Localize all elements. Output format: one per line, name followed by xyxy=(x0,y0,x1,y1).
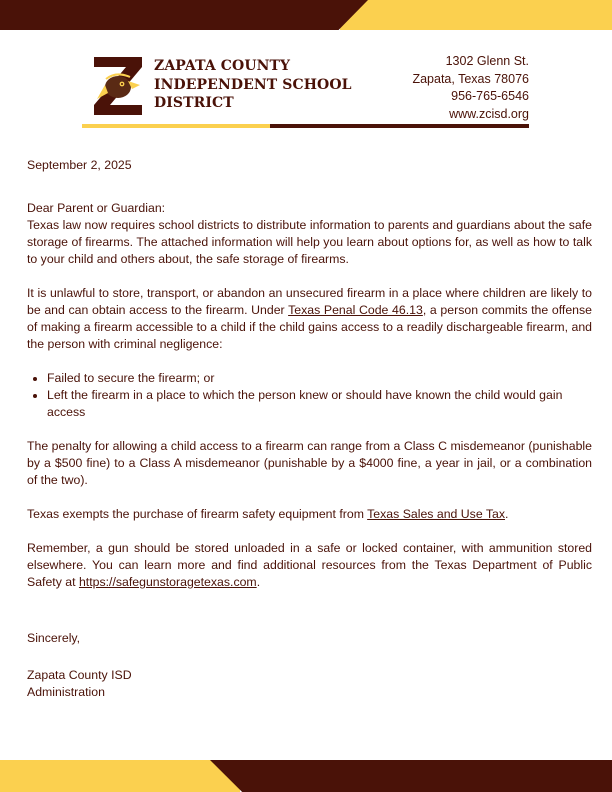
district-name-line-2: INDEPENDENT SCHOOL xyxy=(154,76,352,93)
top-maroon-corner-band xyxy=(0,0,368,30)
penal-code-link[interactable]: Texas Penal Code 46.13 xyxy=(288,303,423,317)
paragraph-2 xyxy=(27,285,592,353)
district-name-line-1: ZAPATA COUNTY xyxy=(154,58,291,74)
sales-tax-link[interactable]: Texas Sales and Use Tax xyxy=(367,507,506,521)
closing: Sincerely, xyxy=(27,631,81,645)
bottom-yellow-corner-band xyxy=(0,760,240,792)
paragraph-5-text-b: . xyxy=(256,575,261,589)
paragraph-5-text-a: Remember, a gun should be stored unloaded in a safe or locked container, with ammunition stored elsewhere. You can learn more and find additional resources from the Texas Department of Public Safety at xyxy=(27,541,592,589)
paragraph-2-text-b: , a person commits the offense of making a firearm accessible to a child if the child gains access to a readily dischargeable firearm, and the person with criminal negligence: xyxy=(27,303,593,351)
letter-body xyxy=(27,157,592,591)
list-item: • Failed to secure the firearm; or xyxy=(47,370,592,387)
top-yellow-corner-band xyxy=(340,0,612,30)
list-item: • Left the firearm in a place to which the person knew or should have known the child would gain access xyxy=(47,387,592,421)
paragraph-1: Texas law now requires school districts to distribute information to parents and guardians about the safe storage of firearms. The attached information will help you learn about options for, as well as how to talk to your child and others about, the safe storage of firearms. xyxy=(27,218,592,266)
signature-line-2: Administration xyxy=(27,685,105,699)
paragraph-4 xyxy=(27,506,592,523)
paragraph-3: The penalty for allowing a child access to a firearm can range from a Class C misdemeanor (punishable by a $500 fine) to a Class A misdemeanor (punishable by a $4000 fine, a year in jail, or a combination of the two). xyxy=(27,439,592,487)
address-phone: 956-765-6546 xyxy=(451,89,529,103)
district-logo xyxy=(92,55,144,117)
address-website[interactable]: www.zcisd.org xyxy=(449,106,529,121)
district-name-line-3: DISTRICT xyxy=(154,95,234,111)
paragraph-4-text-b: . xyxy=(505,507,509,521)
paragraph-5 xyxy=(27,540,592,591)
bottom-maroon-corner-band xyxy=(210,760,612,792)
address-city: Zapata, Texas 78076 xyxy=(412,71,529,86)
letter-date: September 2, 2025 xyxy=(27,158,132,172)
signature-block xyxy=(27,667,132,701)
offense-conditions-list xyxy=(27,370,592,421)
paragraph-2-text-a: It is unlawful to store, transport, or abandon an unsecured firearm in a place where children are likely to be and can obtain access to the firearm. Under xyxy=(27,286,592,317)
signature-line-1: Zapata County ISD xyxy=(27,668,132,682)
eagle-z-logo-icon xyxy=(92,55,144,117)
header-rule-gold xyxy=(82,124,272,128)
district-name xyxy=(154,57,352,113)
district-address-block xyxy=(412,53,529,123)
header-rule-maroon xyxy=(270,124,529,128)
address-street: 1302 Glenn St. xyxy=(445,54,529,68)
paragraph-4-text-a: Texas exempts the purchase of firearm safety equipment from xyxy=(27,507,368,521)
safe-gun-storage-link[interactable]: https://safegunstoragetexas.com xyxy=(78,575,257,589)
salutation: Dear Parent or Guardian: xyxy=(27,201,166,215)
